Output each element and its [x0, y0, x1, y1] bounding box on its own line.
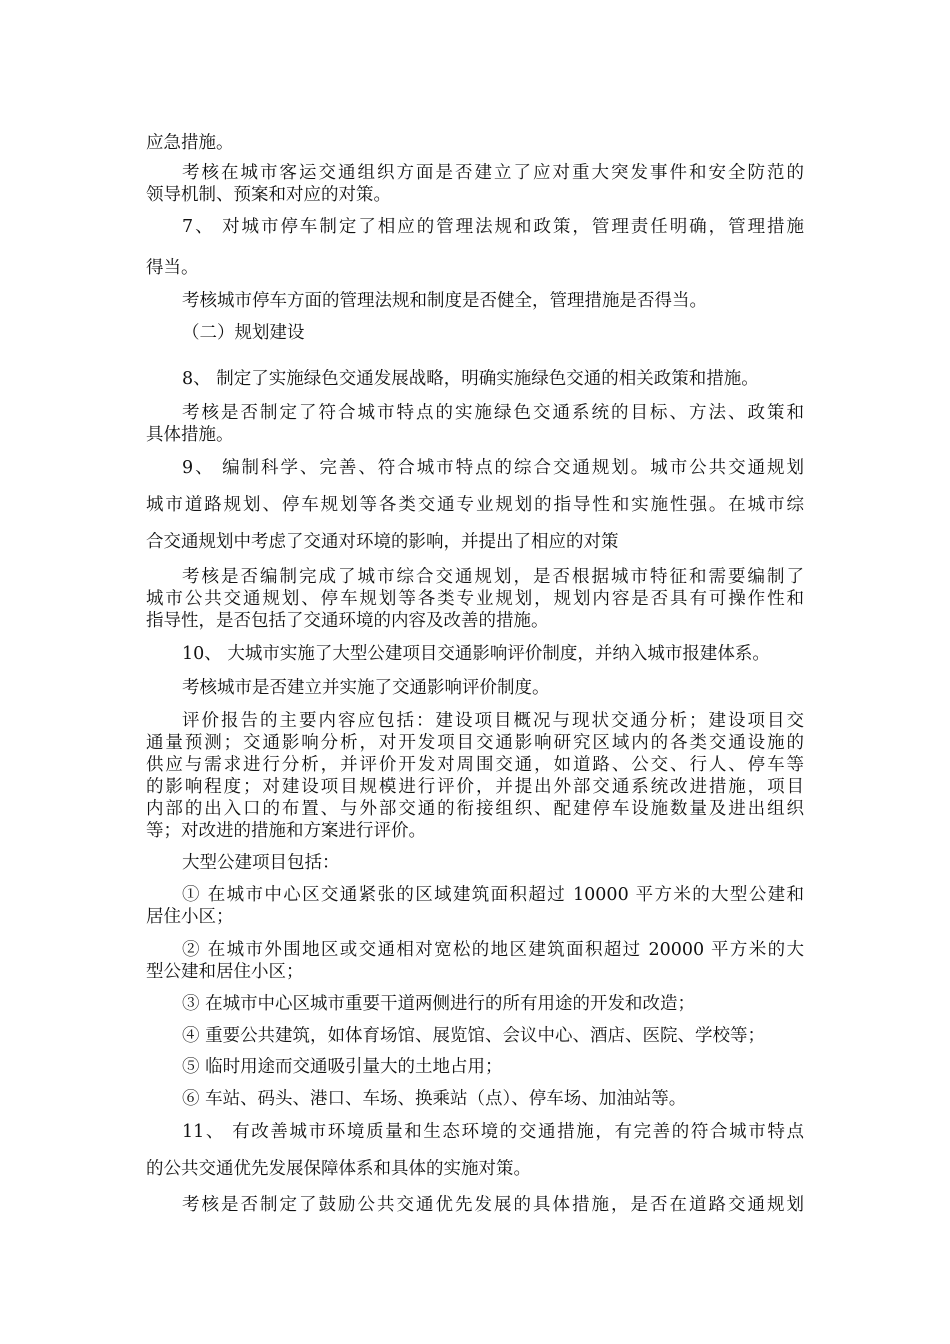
text-line: 通量预测；交通影响分析，对开发项目交通影响研究区域内的各类交通设施的 [146, 733, 804, 753]
text-line: 考核是否编制完成了城市综合交通规划，是否根据城市特征和需要编制了 [182, 567, 804, 587]
text-line: 10、 大城市实施了大型公建项目交通影响评价制度，并纳入城市报建体系。 [182, 644, 770, 664]
list-item: ① 在城市中心区交通紧张的区域建筑面积超过 10000 平方米的大型公建和 [182, 885, 804, 905]
text-line: 内部的出入口的布置、与外部交通的衔接组织、配建停车设施数量及进出组织 [146, 799, 804, 819]
text-line: 领导机制、预案和对应的对策。 [146, 185, 391, 205]
text-line: 应急措施。 [146, 133, 234, 153]
text-line: 考核城市是否建立并实施了交通影响评价制度。 [182, 678, 550, 698]
list-item: ③ 在城市中心区城市重要干道两侧进行的所有用途的开发和改造； [182, 994, 696, 1014]
text-line: 7、 对城市停车制定了相应的管理法规和政策，管理责任明确，管理措施 [182, 217, 804, 237]
text-line: 9、 编制科学、完善、符合城市特点的综合交通规划。城市公共交通规划 [182, 458, 804, 478]
text-line: 城市公共交通规划、停车规划等各类专业规划，规划内容是否具有可操作性和 [146, 589, 804, 609]
list-item: ④ 重要公共建筑，如体育场馆、展览馆、会议中心、酒店、医院、学校等； [182, 1026, 766, 1046]
text-line: 考核在城市客运交通组织方面是否建立了应对重大突发事件和安全防范的 [182, 163, 804, 183]
text-line: 评价报告的主要内容应包括：建设项目概况与现状交通分析；建设项目交 [182, 711, 804, 731]
text-line: 等；对改进的措施和方案进行评价。 [146, 821, 426, 841]
text-line: 考核是否制定了符合城市特点的实施绿色交通系统的目标、方法、政策和 [182, 403, 804, 423]
text-line: 指导性，是否包括了交通环境的内容及改善的措施。 [146, 611, 549, 631]
text-line: 型公建和居住小区； [146, 962, 304, 982]
text-line: 考核是否制定了鼓励公共交通优先发展的具体措施，是否在道路交通规划 [182, 1195, 804, 1215]
section-heading: （二）规划建设 [182, 323, 305, 343]
text-line: 城市道路规划、停车规划等各类交通专业规划的指导性和实施性强。在城市综 [146, 495, 804, 515]
list-item: ⑤ 临时用途而交通吸引量大的土地占用； [182, 1057, 503, 1077]
text-line: 11、 有改善城市环境质量和生态环境的交通措施，有完善的符合城市特点 [182, 1122, 804, 1142]
list-item: ② 在城市外围地区或交通相对宽松的地区建筑面积超过 20000 平方米的大 [182, 940, 804, 960]
text-line: 的影响程度；对建设项目规模进行评价，并提出外部交通系统改进措施，项目 [146, 777, 804, 797]
text-line: 考核城市停车方面的管理法规和制度是否健全，管理措施是否得当。 [182, 291, 707, 311]
text-line: 供应与需求进行分析，并评价开发对周围交通，如道路、公交、行人、停车等 [146, 755, 804, 775]
text-line: 合交通规划中考虑了交通对环境的影响，并提出了相应的对策 [146, 532, 619, 552]
text-line: 得当。 [146, 258, 199, 278]
list-item: ⑥ 车站、码头、港口、车场、换乘站（点）、停车场、加油站等。 [182, 1089, 687, 1109]
text-line: 8、 制定了实施绿色交通发展战略，明确实施绿色交通的相关政策和措施。 [182, 369, 759, 389]
text-line: 的公共交通优先发展保障体系和具体的实施对策。 [146, 1159, 531, 1179]
text-line: 居住小区； [146, 907, 234, 927]
text-line: 具体措施。 [146, 425, 234, 445]
text-line: 大型公建项目包括： [182, 853, 340, 873]
